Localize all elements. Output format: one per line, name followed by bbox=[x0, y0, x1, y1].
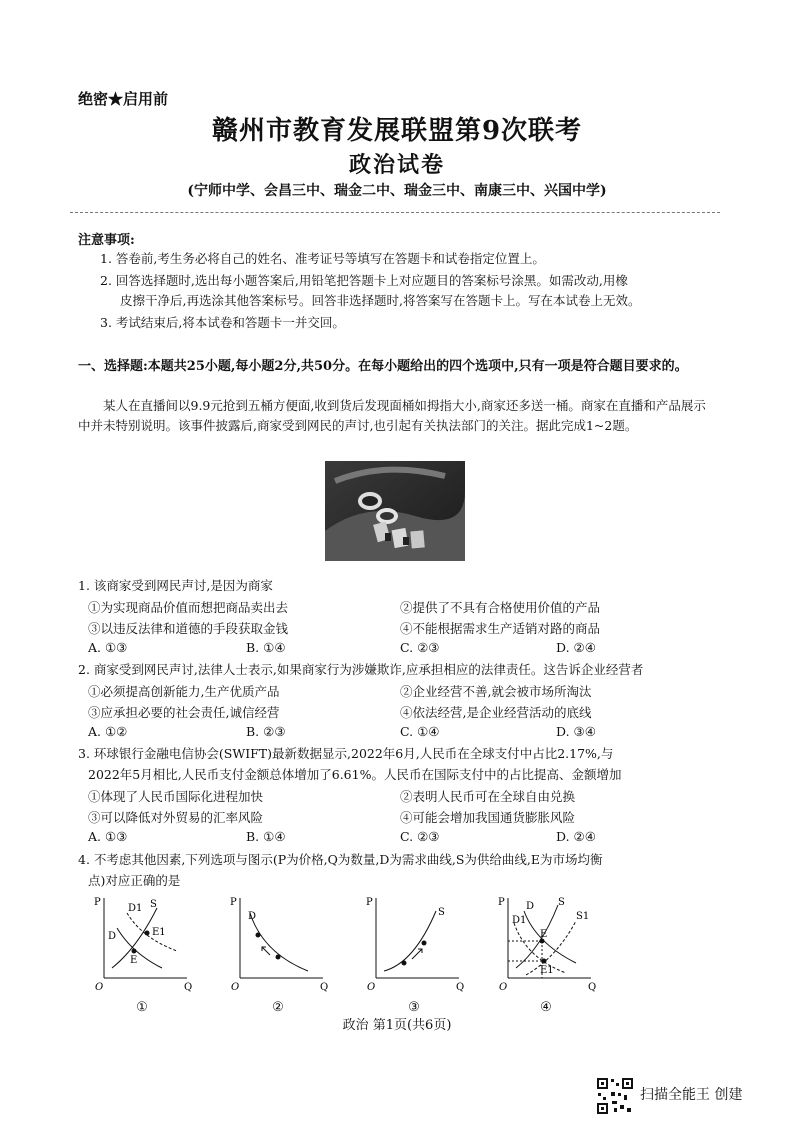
graph-4-e1-label: E1 bbox=[540, 965, 554, 976]
q1-option-1: ①为实现商品价值而想把商品卖出去 bbox=[88, 600, 289, 615]
question-3-stem-cont: 2022年5月相比,人民币支付金额总体增加了6.61%。人民币在国际支付中的占比提高、金额增加 bbox=[88, 767, 622, 782]
graph-2-point-upper bbox=[256, 933, 261, 938]
graph-2-point-lower bbox=[276, 955, 281, 960]
page-footer: 政治 第1页(共6页) bbox=[342, 1018, 452, 1033]
graph-4-s1-label: S1 bbox=[576, 911, 590, 922]
q2-answer-b: B. ②③ bbox=[246, 724, 286, 739]
q2-answer-d: D. ③④ bbox=[556, 724, 596, 739]
graph-4-origin-label: O bbox=[499, 982, 508, 993]
graph-4-d1-label: D1 bbox=[512, 915, 527, 926]
noodle-cups-photo bbox=[325, 461, 465, 561]
graph-4-p-label: P bbox=[498, 897, 505, 908]
q1-answer-c: C. ②③ bbox=[400, 640, 440, 655]
q3-answer-d: D. ②④ bbox=[556, 829, 596, 844]
graph-3-p-label: P bbox=[366, 897, 373, 908]
scenario-text: 某人在直播间以9.9元抢到五桶方便面,收到货后发现面桶如拇指大小,商家还多送一桶。商家在直播和产品展示中并未特别说明。该事件披露后,商家受到网民的声讨,也引起有关执法部门的关注。据此完成1~2题。 bbox=[78, 398, 706, 433]
graph-3-point-lower bbox=[402, 961, 407, 966]
notice-title: 注意事项: bbox=[78, 233, 135, 248]
graph-1-d-label: D bbox=[108, 931, 117, 942]
graph-2 bbox=[228, 893, 328, 993]
q3-option-2: ②表明人民币可在全球自由兑换 bbox=[400, 789, 576, 804]
scanner-watermark: 扫描全能王 创建 bbox=[640, 1087, 743, 1103]
question-1-stem: 1. 该商家受到网民声讨,是因为商家 bbox=[78, 578, 273, 593]
q3-option-4: ④可能会增加我国通货膨胀风险 bbox=[400, 810, 576, 825]
graph-2-q-label: Q bbox=[320, 982, 328, 993]
graph-1-d1-label: D1 bbox=[128, 903, 143, 914]
graph-2-origin-label: O bbox=[231, 982, 240, 993]
graph-2-d-curve bbox=[250, 913, 308, 971]
q1-option-4: ④不能根据需求生产适销对路的商品 bbox=[400, 621, 601, 636]
question-3-stem: 3. 环球银行金融电信协会(SWIFT)最新数据显示,2022年6月,人民币在全球支付中占比2.17%,与 bbox=[78, 746, 614, 761]
graph-1-s-label: S bbox=[150, 899, 157, 910]
school-list: (宁师中学、会昌三中、瑞金二中、瑞金三中、南康三中、兴国中学) bbox=[187, 183, 607, 199]
graph-4-q-label: Q bbox=[588, 982, 596, 993]
q2-option-3: ③应承担必要的社会责任,诚信经营 bbox=[88, 705, 280, 720]
confidential-mark: 绝密★启用前 bbox=[78, 90, 169, 108]
q3-option-1: ①体现了人民币国际化进程加快 bbox=[88, 789, 264, 804]
graph-1-e1-label: E1 bbox=[152, 927, 166, 938]
q3-answer-b: B. ①④ bbox=[246, 829, 286, 844]
graph-1-point-e1 bbox=[145, 931, 150, 936]
q3-answer-c: C. ②③ bbox=[400, 829, 440, 844]
q1-answer-d: D. ②④ bbox=[556, 640, 596, 655]
question-2-stem: 2. 商家受到网民声讨,法律人士表示,如果商家行为涉嫌欺诈,应承担相应的法律责任。这告诉企业经营者 bbox=[78, 662, 644, 677]
graph-3-caption: ③ bbox=[408, 1000, 420, 1015]
graph-4-d-curve bbox=[524, 911, 576, 963]
graph-4-caption: ④ bbox=[540, 1000, 552, 1015]
graph-3-s-label: S bbox=[438, 907, 445, 918]
section-heading: 一、选择题:本题共25小题,每小题2分,共50分。在每小题给出的四个选项中,只有一项是符合题目要求的。 bbox=[78, 359, 688, 374]
q2-option-4: ④依法经营,是企业经营活动的底线 bbox=[400, 705, 592, 720]
graph-3 bbox=[364, 893, 464, 993]
q1-option-2: ②提供了不具有合格使用价值的产品 bbox=[400, 600, 601, 615]
q2-option-1: ①必须提高创新能力,生产优质产品 bbox=[88, 684, 280, 699]
q1-answer-a: A. ①③ bbox=[88, 640, 128, 655]
question-4-stem: 4. 不考虑其他因素,下列选项与图示(P为价格,Q为数量,D为需求曲线,S为供给曲线,E为市场均衡 bbox=[78, 852, 603, 867]
graph-1-origin-label: O bbox=[95, 982, 104, 993]
graph-2-caption: ② bbox=[272, 1000, 284, 1015]
graph-3-q-label: Q bbox=[456, 982, 464, 993]
graph-2-d-label: D bbox=[248, 911, 257, 922]
notice-item-2: 2. 回答选择题时,选出每小题答案后,用铅笔把答题卡上对应题目的答案标号涂黑。如需改动,用橡 bbox=[100, 273, 628, 288]
header-divider bbox=[70, 212, 720, 213]
q2-option-2: ②企业经营不善,就会被市场所淘汰 bbox=[400, 684, 592, 699]
graph-3-origin-label: O bbox=[367, 982, 376, 993]
exam-subtitle: 政治试卷 bbox=[348, 152, 445, 178]
q2-answer-c: C. ①④ bbox=[400, 724, 440, 739]
graph-3-point-upper bbox=[422, 941, 427, 946]
q1-option-3: ③以违反法律和道德的手段获取金钱 bbox=[88, 621, 289, 636]
q2-answer-a: A. ①② bbox=[88, 724, 128, 739]
graph-1-caption: ① bbox=[136, 1000, 148, 1015]
graph-4-s-label: S bbox=[558, 897, 565, 908]
graph-1-e-label: E bbox=[130, 955, 138, 966]
graph-1-q-label: Q bbox=[184, 982, 192, 993]
graph-3-s-curve bbox=[384, 911, 436, 971]
notice-item-1: 1. 答卷前,考生务必将自己的姓名、准考证号等填写在答题卡和试卷指定位置上。 bbox=[100, 251, 545, 266]
q3-answer-a: A. ①③ bbox=[88, 829, 128, 844]
notice-item-2-cont: 皮擦干净后,再选涂其他答案标号。回答非选择题时,将答案写在答题卡上。写在本试卷上无效。 bbox=[120, 293, 641, 308]
notice-item-3: 3. 考试结束后,将本试卷和答题卡一并交回。 bbox=[100, 315, 345, 330]
exam-title: 赣州市教育发展联盟第9次联考 bbox=[211, 116, 583, 146]
graph-4-d-label: D bbox=[526, 901, 535, 912]
graph-1 bbox=[92, 893, 192, 993]
graph-4-e-label: E bbox=[540, 929, 548, 940]
graph-4 bbox=[496, 893, 596, 993]
graph-2-p-label: P bbox=[230, 897, 237, 908]
graph-1-p-label: P bbox=[94, 897, 101, 908]
question-4-stem-cont: 点)对应正确的是 bbox=[88, 873, 181, 888]
graph-2-arrow bbox=[262, 947, 270, 955]
q1-answer-b: B. ①④ bbox=[246, 640, 286, 655]
q3-option-3: ③可以降低对外贸易的汇率风险 bbox=[88, 810, 264, 825]
qr-code-icon bbox=[596, 1077, 634, 1115]
graph-1-point-e bbox=[132, 949, 137, 954]
